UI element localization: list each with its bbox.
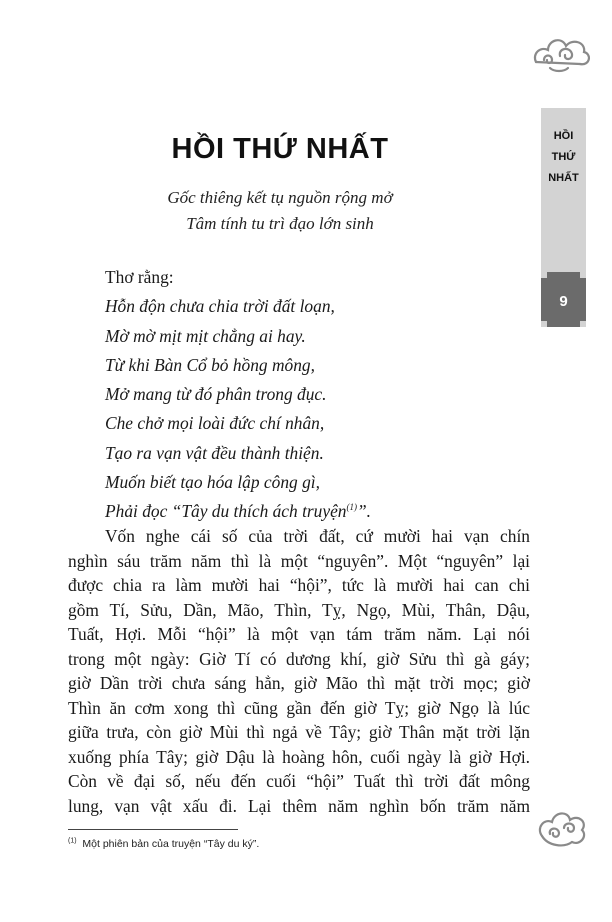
body-line: giữa trưa, còn giờ Mùi thì ngả về Tây; giờ Thân mặt trời lặn [68,722,530,742]
poem-line-text: ”. [357,501,372,522]
poem [105,263,371,527]
poem-line: Từ khi Bàn Cổ bỏ hồng mông, [105,354,315,375]
body-line: được chia ra làm mười hai “hội”, tức là mười hai can chi [68,575,530,595]
side-tab-line: NHẤT [548,172,579,184]
body-line: xuống phía Tây; giờ Dậu là hoàng hôn, cuối ngày là giờ Hợi. [68,746,530,767]
chapter-title: HỒI THỨ NHẤT [171,133,389,165]
body-line: lung, vạn vật xấu đi. Lại thêm năm nghìn bốn trăm năm [68,795,530,816]
side-tab-line: HỒI [553,130,574,142]
body-line: Vốn nghe cái số của trời đất, cứ mười hai vạn chín [105,526,530,546]
poem-line: Che chở mọi loài đức chí nhân, [105,413,325,434]
body-line: Tuất, Hợi. Mỗi “hội” là một vạn tám trăm năm. Lại nói [68,624,530,644]
body-line: giờ Dần trời chưa sáng hẳn, giờ Mão thì mặt trời mọc; giờ [68,673,530,693]
chapter-subtitle-line: Gốc thiêng kết tụ nguồn rộng mở [167,188,393,207]
footnote [68,838,259,850]
body-line: nghìn sáu trăm năm thì là một “nguyên”. Một “nguyên” lại [68,550,530,571]
poem-intro: Thơ rằng: [105,267,174,287]
poem-line: Mở mang từ đó phân trong đục. [105,384,327,405]
poem-line: Tạo ra vạn vật đều thành thiện. [105,442,324,463]
poem-line: Muốn biết tạo hóa lập công gì, [105,472,320,493]
cloud-ornament-icon [530,30,594,74]
footnote-marker: (1) [68,837,77,845]
poem-line: Mờ mờ mịt mịt chẳng ai hay. [105,325,306,346]
chapter-subtitle-line: Tâm tính tu trì đạo lớn sinh [186,214,374,233]
body-line: Còn về đại số, nếu đến cuối “hội” Tuất thì trời đất mông [68,771,530,791]
page-number: 9 [559,293,568,310]
body-paragraph [68,524,530,818]
poem-line-last [105,497,371,526]
footnote-reference[interactable]: (1) [346,502,357,513]
footnote-divider [68,829,238,830]
body-line: trong một ngày: Giờ Tí có dương khí, giờ Sửu thì gà gáy; [68,648,530,669]
poem-line-text: Phải đọc “Tây du thích ách truyện [105,501,347,522]
side-tab-line: THỨ [551,151,576,163]
poem-line: Hỗn độn chưa chia trời đất loạn, [105,296,335,317]
body-line: Thìn ăn cơm xong thì cũng gần đến giờ Tỵ; giờ Ngọ là lúc [68,697,530,718]
footnote-text: Một phiên bản của truyện “Tây du ký”. [82,838,260,850]
body-line: gồm Tí, Sửu, Dần, Mão, Thìn, Tỵ, Ngọ, Mùi, Thân, Dậu, [68,599,530,620]
cloud-ornament-icon [534,806,588,852]
